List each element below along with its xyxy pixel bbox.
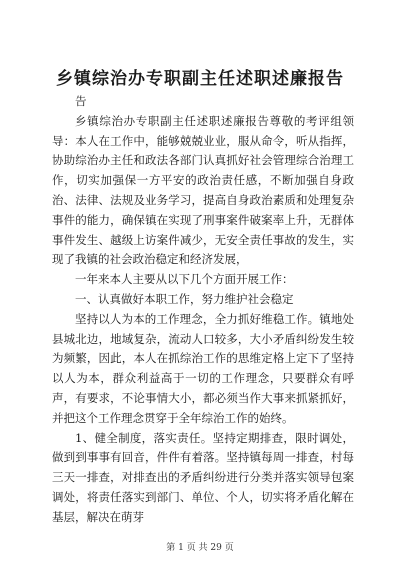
page-footer: 第 1 页 共 29 页 (166, 543, 234, 553)
document-body (52, 92, 354, 528)
paragraph-system: 1、健全制度，落实责任。坚持定期排查，限时调处，做到到事事有回音，件件有着落。坚持镇每周一排查，村每三天一排查，对排查出的矛盾纠纷进行分类并落实领导包案调处，将责任落实到部门、单位、个人，切实将矛盾化解在基层，解决在萌芽 (52, 430, 354, 524)
paragraph-intro: 乡镇综治办专职副主任述职述廉报告尊敬的考评组领导：本人在工作中，能够兢兢业业，服从命令，听从指挥，协助综治办主任和政法各部门认真抓好社会管理综合治理工作，切实加强保一方平安的政治责任感，不断加强自身政治、法律、法规及业务学习，提高自身政治素质和处理复杂事件的能力，确保镇在实现了刑事案件破案率上升，无群体事件发生、越级上访案件减少，无安全责任事故的发生，实现了我镇的社会政治稳定和经济发展， (52, 113, 354, 267)
paragraph-philosophy: 坚持以人为本的工作理念，全力抓好维稳工作。镇地处县城北边，地域复杂，流动人口较多，大小矛盾纠纷发生较为频繁，因此，本人在抓综治工作的思维定格上定下了坚持以人为本，群众利益高于一切的工作理念，只要群众有呼声，有要求，不论事情大小，都必须当作大事来抓紧抓好，并把这个工作理念贯穿于全年综治工作的始终。 (52, 311, 354, 425)
document-title: 乡镇综治办专职副主任述职述廉报告 (56, 69, 344, 89)
paragraph-overview: 一年来本人主要从以下几个方面开展工作： (75, 272, 294, 287)
section-heading-1: 一、认真做好本职工作，努力维护社会稳定 (75, 291, 294, 306)
paragraph-fragment: 告 (75, 94, 87, 108)
